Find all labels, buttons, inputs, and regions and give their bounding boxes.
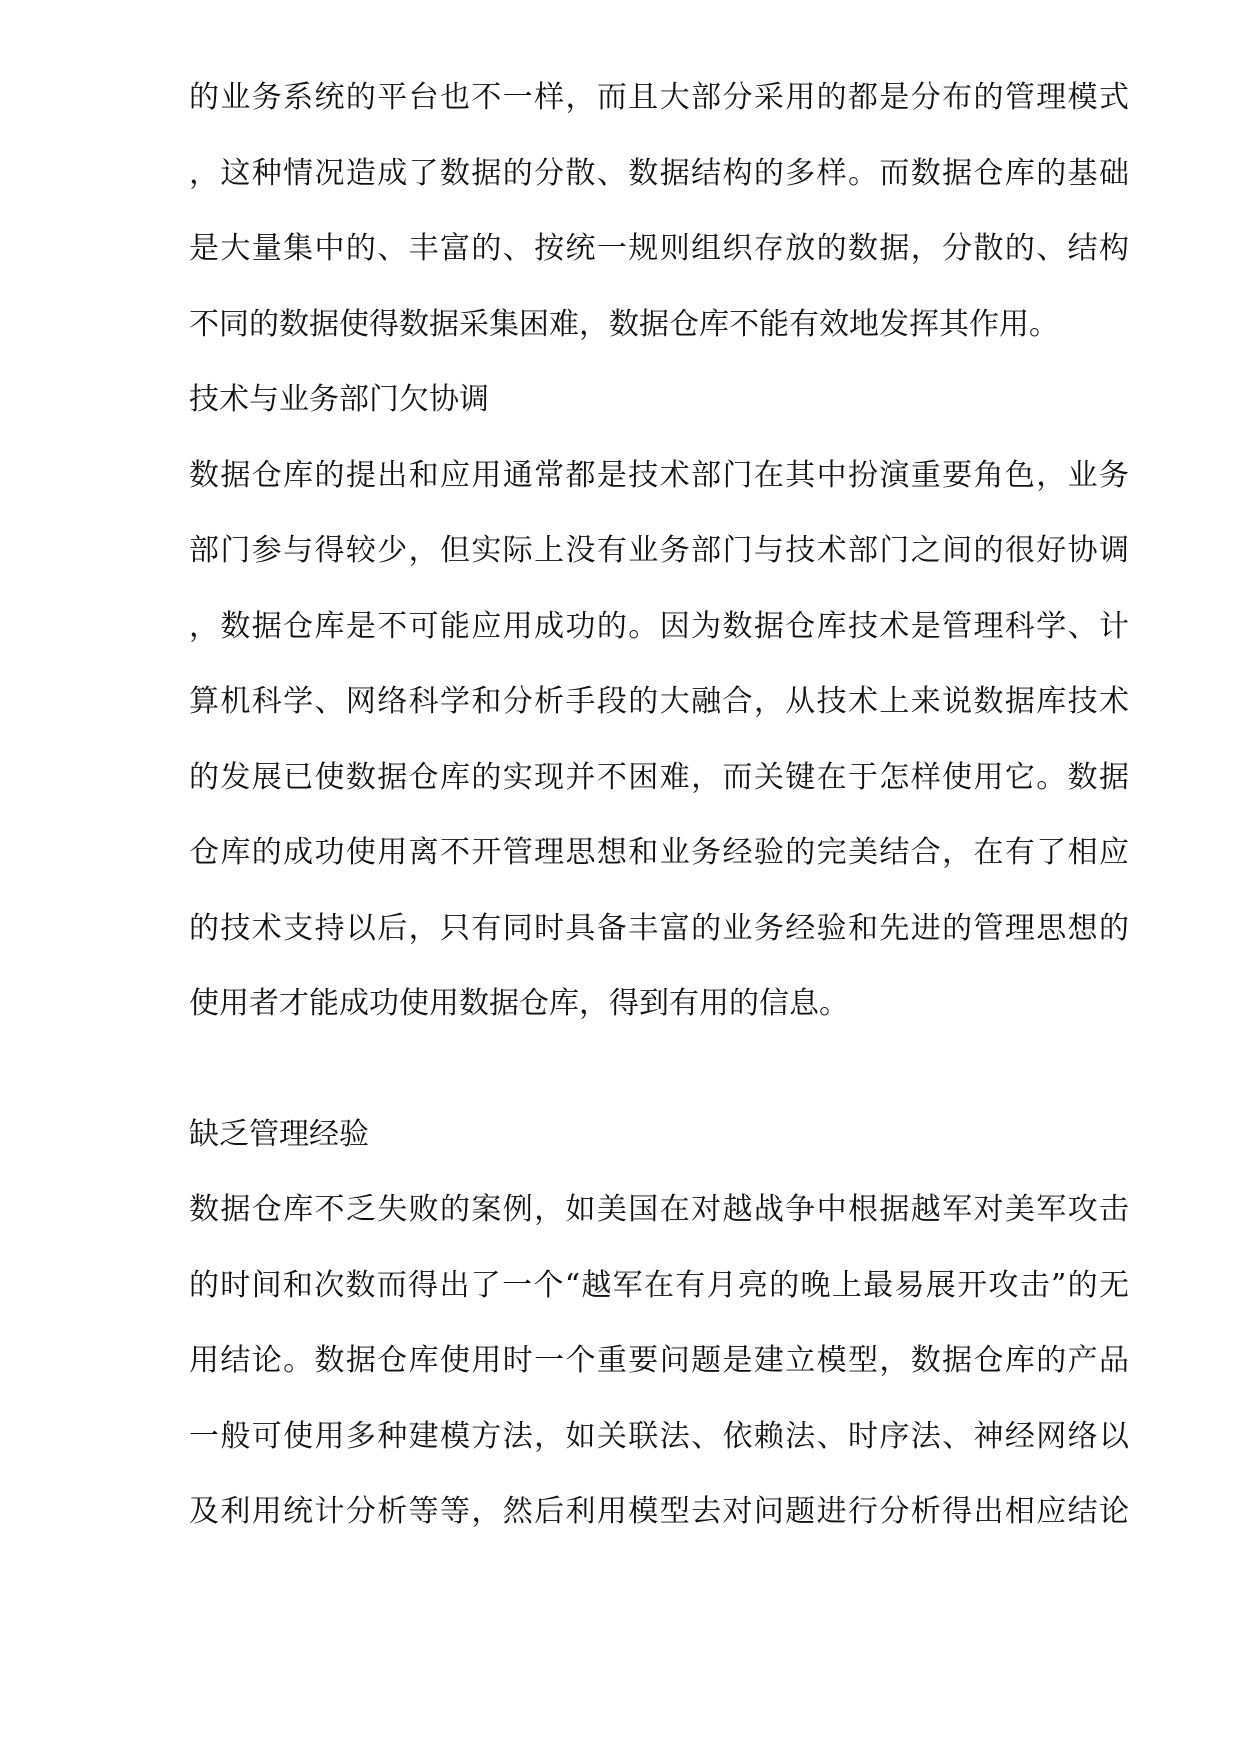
paragraph-line: 数据仓库不乏失败的案例，如美国在对越战争中根据越军对美军攻击 [189,1192,1129,1227]
paragraph-line: 的时间和次数而得出了一个“越军在有月亮的晚上最易展开攻击”的无 [189,1268,1129,1303]
paragraph-line: 数据仓库的提出和应用通常都是技术部门在其中扮演重要角色，业务 [189,458,1129,493]
paragraph-line: 部门参与得较少，但实际上没有业务部门与技术部门之间的很好协调 [189,533,1129,568]
paragraph-line: 是大量集中的、丰富的、按统一规则组织存放的数据，分散的、结构 [189,231,1129,266]
paragraph-line: 仓库的成功使用离不开管理思想和业务经验的完美结合，在有了相应 [189,835,1129,870]
paragraph-line: 的发展已使数据仓库的实现并不困难，而关键在于怎样使用它。数据 [189,760,1129,795]
paragraph-line: 使用者才能成功使用数据仓库，得到有用的信息。 [189,986,849,1021]
paragraph-line: ，数据仓库是不可能应用成功的。因为数据仓库技术是管理科学、计 [189,609,1129,644]
section-heading: 缺乏管理经验 [189,1117,369,1152]
paragraph-line: 算机科学、网络科学和分析手段的大融合，从技术上来说数据库技术 [189,684,1129,719]
paragraph-line: 不同的数据使得数据采集困难，数据仓库不能有效地发挥其作用。 [189,307,1059,342]
paragraph-line: 的技术支持以后，只有同时具备丰富的业务经验和先进的管理思想的 [189,911,1129,946]
paragraph-line: 的业务系统的平台也不一样，而且大部分采用的都是分布的管理模式 [189,80,1129,115]
paragraph-line: 及利用统计分析等等，然后利用模型去对问题进行分析得出相应结论 [189,1494,1129,1529]
paragraph-line: 一般可使用多种建模方法，如关联法、依赖法、时序法、神经网络以 [189,1419,1129,1454]
section-heading: 技术与业务部门欠协调 [189,382,489,417]
paragraph-line: ，这种情况造成了数据的分散、数据结构的多样。而数据仓库的基础 [189,156,1129,191]
paragraph-line: 用结论。数据仓库使用时一个重要问题是建立模型，数据仓库的产品 [189,1343,1129,1378]
